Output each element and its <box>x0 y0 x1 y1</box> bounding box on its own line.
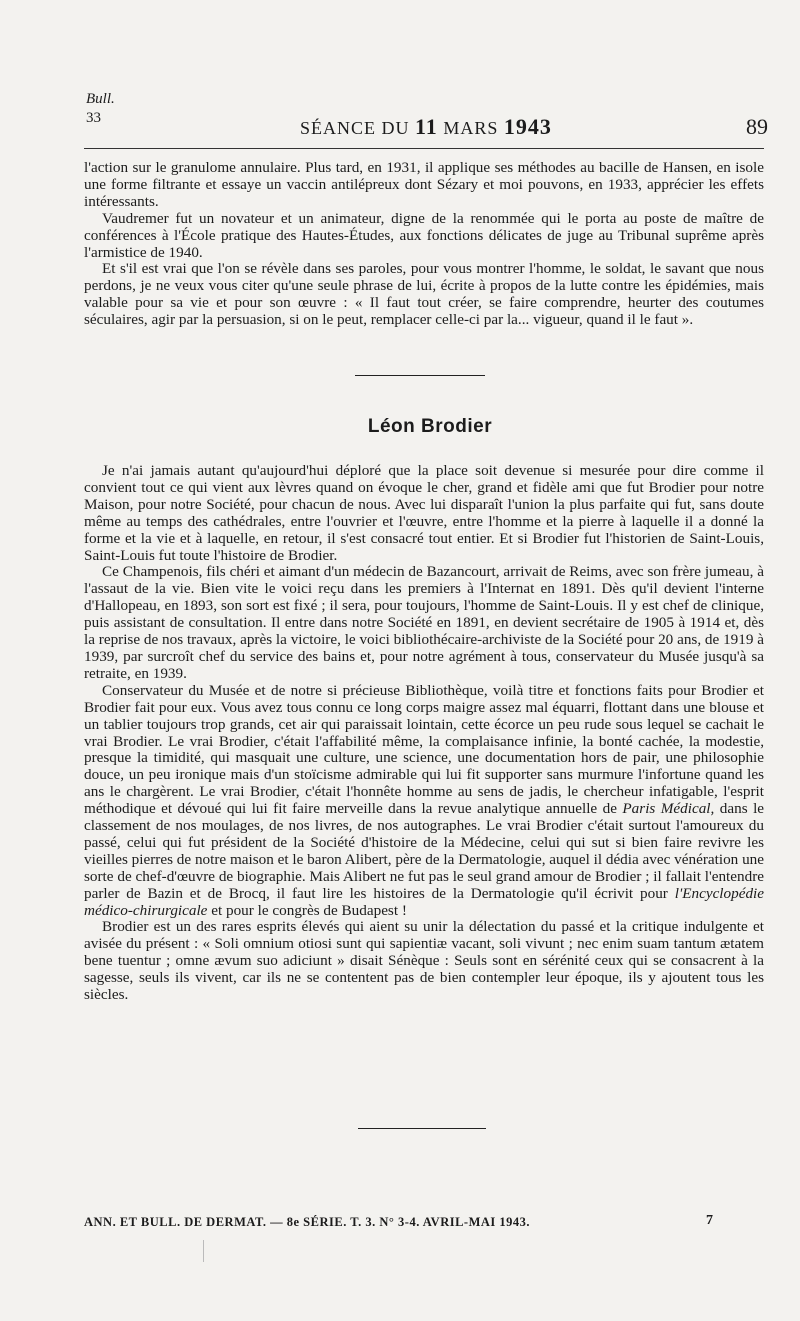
body-paragraph <box>84 683 764 920</box>
article-body <box>84 463 764 1004</box>
footer-citation: ANN. ET BULL. DE DERMAT. — 8e SÉRIE. T. 3. N° 3-4. AVRIL-MAI 1943. <box>84 1215 531 1229</box>
section-title: Léon Brodier <box>367 416 493 437</box>
intro-paragraph: Vaudremer fut un novateur et un animateur, digne de la renommée qui le porta au poste de maître de conférences à l'École pratique des Hautes-Études, aux fonctions délicates de juge au Tribunal suprême après l'armistice de 1940. <box>84 209 764 261</box>
intro-text <box>84 160 764 329</box>
body-paragraph: Ce Champenois, fils chéri et aimant d'un médecin de Bazancourt, arrivait de Reims, avec son frère jumeau, à l'assaut de la vie. Bien vite le voici reçu dans les premiers à l'Internat en 1891. Dès qu'il devient l'interne d'Hallopeau, en 1893, son sort est fixé ; il sera, pour toujours, l'homme de Saint-Louis. Il y est chef de clinique, puis assistant de consultation. Il entre dans notre Société en 1891, en devient secrétaire de 1905 à 1914 et, dès la reprise de nos travaux, après la victoire, le voici bibliothécaire-archiviste de la Société pour 20 ans, de 1919 à 1939, par surcroît chef du service des bains et, pour notre agrément à tous, conservateur du Musée jusqu'à sa retraite, en 1939. <box>84 563 764 682</box>
running-title-day: 11 <box>415 114 438 139</box>
journal-abbrev: Bull. <box>86 91 115 107</box>
intro-paragraph: Et s'il est vrai que l'on se révèle dans ses paroles, pour vous montrer l'homme, le soldat, le savant que nous perdons, je ne veux vous citer qu'une seule phrase de lui, écrite à propos de la lutte contre les épidémies, mais valable pour sa vie et pour son œuvre : « Il faut tout créer, se faire comprendre, heurter des coutumes séculaires, agir par la persuasion, si on le peut, remplacer celle-ci par la... vigueur, quand il le faut ». <box>84 260 764 329</box>
body-text: et pour le congrès de Budapest ! <box>211 901 407 919</box>
section-separator <box>355 375 485 376</box>
footer-signature: 7 <box>706 1213 713 1228</box>
body-text: Conservateur du Musée et de notre si précieuse Bibliothèque, voilà titre et fonctions faits pour Brodier et Brodier fait pour eux. Vous avez tous connu ce long corps maigre assez mal équarri, flottant dans une blouse et un tablier toujours trop grands, cet air qui paraissait lointain, cette écorce un peu rude sous lequel se cachait le vrai Brodier. Le vrai Brodier, c'était l'affabilité même, la complaisance infinie, la bonté cachée, la modestie, presque la timidité, qui masquait une culture, une science, une documentation hors de pair, une philosophie douce, un peu ironique mais d'un stoïcisme admirable qui lui fit supporter sans murmure l'infortune quand les ans le chargèrent. Le vrai Brodier, c'était l'honnête homme au sens de jadis, le chercheur infatigable, l'esprit méthodique et dévoué qui lui fit faire merveille dans la revue analytique annuelle de <box>84 681 764 818</box>
scan-mark <box>203 1240 204 1262</box>
journal-title: Paris Médical, <box>622 800 715 818</box>
body-paragraph: Je n'ai jamais autant qu'aujourd'hui déploré que la place soit devenue si mesurée pour dire comme il convient tout ce qui vient aux lèvres quand on évoque le cher, grand et fidèle ami que fut Brodier pour notre Maison, pour notre Société, pour chacun de nous. Avec lui disparaît l'union la plus parfaite qui fut, sans doute même au temps des cathédrales, entre l'ouvrier et l'œuvre, entre l'homme et la pierre à laquelle il a donné la forme et la vie et à laquelle, en retour, il s'est consacré tout entier. Et si Brodier fut l'historien de Saint-Louis, Saint-Louis fut toute l'histoire de Brodier. <box>84 462 764 564</box>
body-text: dans le classement de nos moulages, de nos livres, de nos autographes. Le vrai Brodier c'était surtout l'amoureux du passé, celui qui fut président de la Société d'histoire de la Médecine, celui qui sut si bien faire revivre les vieilles pierres de notre maison et le baron Alibert, père de la Dermatologie, auquel il dédia avec vénération une sorte de chef-d'œuvre de biographie. Mais Alibert ne fut pas le seul grand amour de Brodier ; il fallait l'entendre parler de Bazin et de Brocq, il faut lire les histoires de la Dermatologie qu'il écrivit pour <box>84 800 765 902</box>
running-title <box>300 114 552 140</box>
intro-paragraph: l'action sur le granulome annulaire. Plus tard, en 1931, il applique ses méthodes au bacille de Hansen, en isole une forme filtrante et essaye un vaccin antilépreux dont Sézary et moi pouvons, en 1933, apprécier les effets intéressants. <box>84 159 764 210</box>
header-journal-ref <box>86 90 115 128</box>
encyclopedia-title: l'Encyclopédie médico-chirurgicale <box>84 884 765 919</box>
body-paragraph: Brodier est un des rares esprits élevés qui aient su unir la délectation du passé et la critique indulgente et avisée du présent : « Soli omnium otiosi sunt qui sapientiæ vacant, soli vivunt ; nec enim suam tantum ætatem bene tuentur ; omne ævum suo adiciunt » disait Sénèque : Seuls sont en sérénité ceux qui se consacrent à la sagesse, seuls ils vivent, car ils ne se contentent pas de bien contempler leur époque, ils y ajoutent tous les siècles. <box>84 918 764 1004</box>
running-title-month: MARS <box>443 118 499 138</box>
running-title-year: 1943 <box>503 114 552 139</box>
header-rule <box>84 148 764 149</box>
running-title-prefix: SÉANCE DU <box>300 118 410 138</box>
volume-number: 33 <box>86 110 101 126</box>
end-separator <box>358 1128 486 1129</box>
page-number: 89 <box>746 114 768 139</box>
